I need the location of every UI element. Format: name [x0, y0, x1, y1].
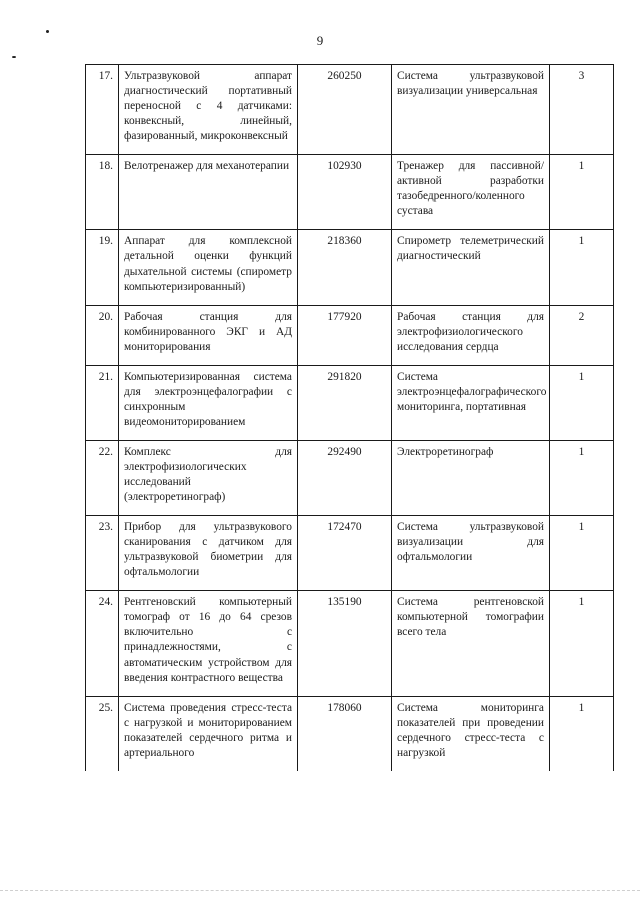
- equipment-name-cell: Аппарат для комплексной детальной оценки функций дыхательной системы (спирометр компьютеризированный): [119, 230, 298, 305]
- nomenclature-code-cell: 135190: [298, 591, 392, 696]
- quantity-cell: 1: [550, 516, 614, 591]
- equipment-name-cell: Ультразвуковой аппарат диагностический портативный переносной с 4 датчиками: конвексный, линейный, фазированный, микроконвексный: [119, 65, 298, 155]
- table-row: [86, 516, 614, 591]
- equipment-type-cell: Система ультразвуковой визуализации универсальная: [392, 65, 550, 155]
- quantity-cell: 1: [550, 230, 614, 305]
- table-row: [86, 155, 614, 230]
- nomenclature-code-cell: 291820: [298, 365, 392, 440]
- equipment-name-cell: Прибор для ультразвукового сканирования с датчиком для ультразвуковой биометрии для офтальмологии: [119, 516, 298, 591]
- nomenclature-code-cell: 172470: [298, 516, 392, 591]
- row-number-cell: 25.: [86, 696, 119, 771]
- quantity-cell: 1: [550, 591, 614, 696]
- row-number-cell: 22.: [86, 440, 119, 515]
- table-row: [86, 365, 614, 440]
- row-number-cell: 18.: [86, 155, 119, 230]
- row-number-cell: 23.: [86, 516, 119, 591]
- page-bottom-edge: [0, 890, 640, 891]
- equipment-name-cell: Рентгеновский компьютерный томограф от 16 до 64 срезов включительно с принадлежностями, с автоматическим устройством для введения контрастного вещества: [119, 591, 298, 696]
- table-row: [86, 696, 614, 771]
- quantity-cell: 2: [550, 305, 614, 365]
- table-row: [86, 591, 614, 696]
- equipment-type-cell: Система мониторинга показателей при проведении сердечного стресс-теста с нагрузкой: [392, 696, 550, 771]
- equipment-type-cell: Система ультразвуковой визуализации для офтальмологии: [392, 516, 550, 591]
- nomenclature-code-cell: 218360: [298, 230, 392, 305]
- row-number-cell: 24.: [86, 591, 119, 696]
- quantity-cell: 1: [550, 365, 614, 440]
- nomenclature-code-cell: 102930: [298, 155, 392, 230]
- equipment-type-cell: Тренажер для пассивной/активной разработки тазобедренного/коленного сустава: [392, 155, 550, 230]
- nomenclature-code-cell: 260250: [298, 65, 392, 155]
- nomenclature-code-cell: 292490: [298, 440, 392, 515]
- page-number: 9: [316, 33, 324, 48]
- row-number-cell: 19.: [86, 230, 119, 305]
- nomenclature-code-cell: 177920: [298, 305, 392, 365]
- table-row: [86, 65, 614, 155]
- table-row: [86, 305, 614, 365]
- equipment-name-cell: Система проведения стресс-теста с нагрузкой и мониторированием показателей сердечного ритма и артериального: [119, 696, 298, 771]
- equipment-table: [85, 64, 614, 771]
- table-body: [86, 65, 614, 771]
- equipment-name-cell: Компьютеризированная система для электроэнцефалографии с синхронным видеомониторированием: [119, 365, 298, 440]
- table-row: [86, 230, 614, 305]
- quantity-cell: 1: [550, 696, 614, 771]
- scan-speck: [12, 56, 16, 58]
- equipment-type-cell: Спирометр телеметрический диагностический: [392, 230, 550, 305]
- row-number-cell: 17.: [86, 65, 119, 155]
- nomenclature-code-cell: 178060: [298, 696, 392, 771]
- equipment-type-cell: Рабочая станция для электрофизиологического исследования сердца: [392, 305, 550, 365]
- equipment-name-cell: Рабочая станция для комбинированного ЭКГ и АД мониторирования: [119, 305, 298, 365]
- quantity-cell: 3: [550, 65, 614, 155]
- equipment-type-cell: Система электроэнцефалографического мониторинга, портативная: [392, 365, 550, 440]
- equipment-type-cell: Система рентгеновской компьютерной томографии всего тела: [392, 591, 550, 696]
- row-number-cell: 21.: [86, 365, 119, 440]
- equipment-name-cell: Велотренажер для механотерапии: [119, 155, 298, 230]
- row-number-cell: 20.: [86, 305, 119, 365]
- equipment-name-cell: Комплекс для электрофизиологических исследований (электроретинограф): [119, 440, 298, 515]
- quantity-cell: 1: [550, 440, 614, 515]
- quantity-cell: 1: [550, 155, 614, 230]
- table-row: [86, 440, 614, 515]
- equipment-type-cell: Электроретинограф: [392, 440, 550, 515]
